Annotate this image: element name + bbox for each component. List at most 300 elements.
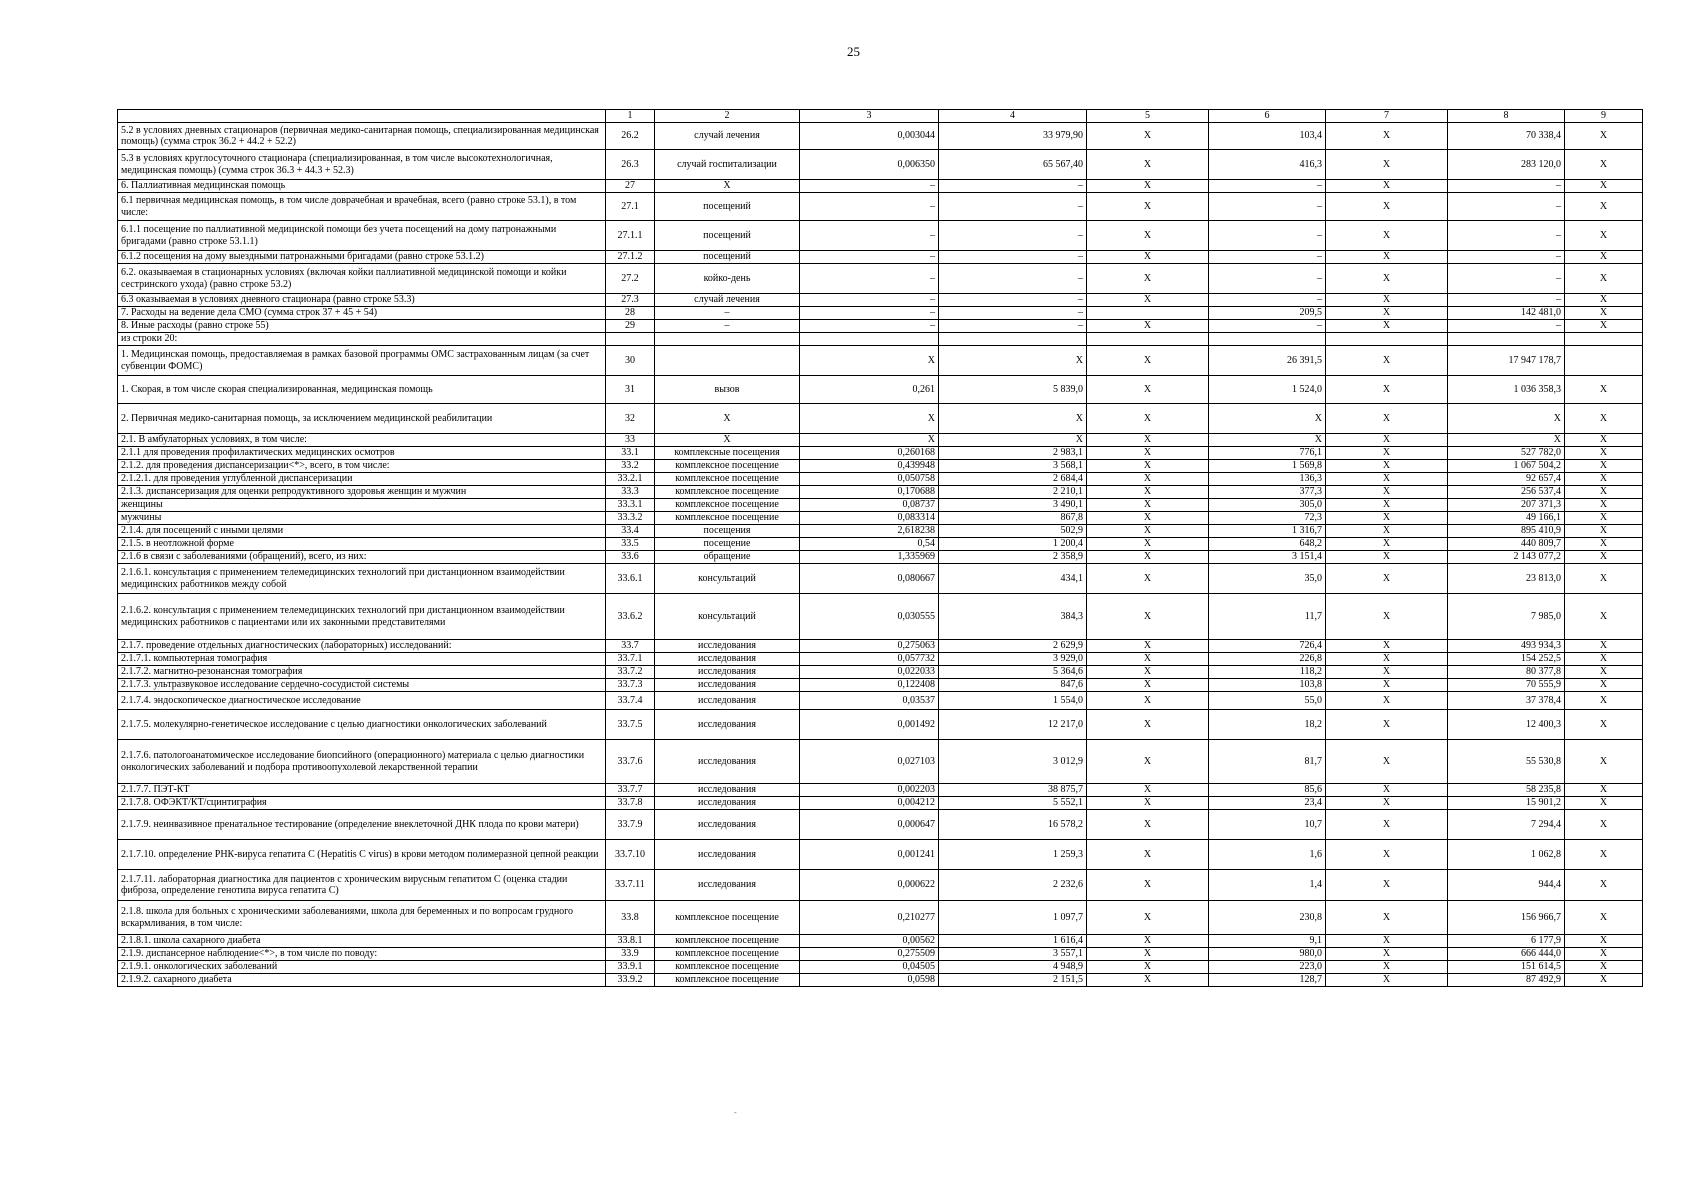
table-row xyxy=(118,797,1643,810)
table-cell: 142 481,0 xyxy=(1448,307,1565,320)
table-cell: 12 400,3 xyxy=(1448,710,1565,740)
table-cell: 0,122408 xyxy=(800,679,939,692)
table-cell: X xyxy=(1565,797,1643,810)
table-cell: X xyxy=(1326,294,1448,307)
table-cell: – xyxy=(800,307,939,320)
table-cell: X xyxy=(1087,460,1209,473)
table-cell: – xyxy=(939,193,1087,221)
table-cell: вызов xyxy=(655,376,800,404)
table-cell: 3 012,9 xyxy=(939,740,1087,784)
table-cell: X xyxy=(1326,180,1448,193)
table-cell: X xyxy=(1326,935,1448,948)
table-cell: X xyxy=(1326,460,1448,473)
table-cell: 0,006350 xyxy=(800,150,939,180)
table-cell: консультаций xyxy=(655,564,800,594)
table-cell: – xyxy=(1209,264,1326,294)
table-cell: 0,04505 xyxy=(800,961,939,974)
table-cell: – xyxy=(939,251,1087,264)
table-row xyxy=(118,251,1643,264)
table-cell: 0,00562 xyxy=(800,935,939,948)
table-cell: 33.7.3 xyxy=(606,679,655,692)
table-cell xyxy=(655,333,800,346)
table-cell: X xyxy=(1565,434,1643,447)
table-cell: X xyxy=(1087,473,1209,486)
table-cell: X xyxy=(1326,870,1448,901)
table-cell: 156 966,7 xyxy=(1448,901,1565,935)
table-row xyxy=(118,447,1643,460)
table-cell: X xyxy=(1326,376,1448,404)
table-cell: X xyxy=(1565,784,1643,797)
table-cell: 33.8.1 xyxy=(606,935,655,948)
table-cell: X xyxy=(1087,961,1209,974)
table-cell: 58 235,8 xyxy=(1448,784,1565,797)
table-cell: 103,4 xyxy=(1209,123,1326,150)
table-cell: X xyxy=(1087,180,1209,193)
table-cell: – xyxy=(1448,264,1565,294)
table-row xyxy=(118,512,1643,525)
table-cell: X xyxy=(1087,499,1209,512)
table-cell: X xyxy=(1565,525,1643,538)
table-cell: 33.5 xyxy=(606,538,655,551)
table-cell: X xyxy=(1565,180,1643,193)
table-cell: 33.4 xyxy=(606,525,655,538)
table-cell: 648,2 xyxy=(1209,538,1326,551)
table-cell: X xyxy=(1565,447,1643,460)
table-cell: 33.3.1 xyxy=(606,499,655,512)
table-row xyxy=(118,679,1643,692)
row-label-cell: 6. Паллиативная медицинская помощь xyxy=(118,180,606,193)
table-cell xyxy=(1087,307,1209,320)
table-cell: X xyxy=(1087,551,1209,564)
table-cell: X xyxy=(1448,404,1565,434)
table-cell: – xyxy=(1448,251,1565,264)
table-cell: 80 377,8 xyxy=(1448,666,1565,679)
table-cell: 118,2 xyxy=(1209,666,1326,679)
table-cell: 35,0 xyxy=(1209,564,1326,594)
table-cell: комплексное посещение xyxy=(655,935,800,948)
table-cell: – xyxy=(655,307,800,320)
table-cell: X xyxy=(1087,740,1209,784)
row-label-cell: из строки 20: xyxy=(118,333,606,346)
table-cell: – xyxy=(1448,221,1565,251)
table-cell: 230,8 xyxy=(1209,901,1326,935)
row-label-cell: 2.1.6.1. консультация с применением телемедицинских технологий при дистанционном взаимодействии медицинских работников между собой xyxy=(118,564,606,594)
table-row xyxy=(118,935,1643,948)
table-cell: – xyxy=(800,193,939,221)
table-cell: X xyxy=(1087,901,1209,935)
table-cell: комплексное посещение xyxy=(655,486,800,499)
table-cell: 16 578,2 xyxy=(939,810,1087,840)
table-cell: 944,4 xyxy=(1448,870,1565,901)
table-cell: X xyxy=(1087,193,1209,221)
table-cell: 2 983,1 xyxy=(939,447,1087,460)
table-cell: X xyxy=(939,346,1087,376)
table-cell: X xyxy=(1326,740,1448,784)
table-cell: 493 934,3 xyxy=(1448,640,1565,653)
table-cell: 226,8 xyxy=(1209,653,1326,666)
header-cell: 8 xyxy=(1448,110,1565,123)
table-cell: X xyxy=(1087,434,1209,447)
row-label-cell: 2.1.6.2. консультация с применением телемедицинских технологий при дистанционном взаимодействии медицинских работников с пациентами или их законными представителями xyxy=(118,594,606,640)
table-cell: X xyxy=(1565,307,1643,320)
table-row xyxy=(118,434,1643,447)
table-cell: X xyxy=(1565,653,1643,666)
row-label-cell: 1. Скорая, в том числе скорая специализированная, медицинская помощь xyxy=(118,376,606,404)
table-cell: 33.3.2 xyxy=(606,512,655,525)
table-cell: X xyxy=(1565,499,1643,512)
table-cell: – xyxy=(1209,251,1326,264)
row-label-cell: 2.1.8.1. школа сахарного диабета xyxy=(118,935,606,948)
table-cell: 0,022033 xyxy=(800,666,939,679)
table-cell: 23 813,0 xyxy=(1448,564,1565,594)
table-cell: 31 xyxy=(606,376,655,404)
table-cell: 26.2 xyxy=(606,123,655,150)
table-cell: комплексные посещения xyxy=(655,447,800,460)
table-cell: – xyxy=(1448,193,1565,221)
table-cell: исследования xyxy=(655,810,800,840)
row-label-cell: 2.1.2. для проведения диспансеризации<*>, всего, в том числе: xyxy=(118,460,606,473)
row-label-cell: 2.1.1 для проведения профилактических медицинских осмотров xyxy=(118,447,606,460)
table-cell: 33.2 xyxy=(606,460,655,473)
table-cell: 33.7.7 xyxy=(606,784,655,797)
row-label-cell: женщины xyxy=(118,499,606,512)
table-cell: консультаций xyxy=(655,594,800,640)
table-row xyxy=(118,346,1643,376)
table-cell: X xyxy=(1565,538,1643,551)
table-cell: посещений xyxy=(655,193,800,221)
row-label-cell: 2.1.7.11. лабораторная диагностика для пациентов с хроническим вирусным гепатитом С (оценка стадии фиброза, определение генотипа вируса гепатита С) xyxy=(118,870,606,901)
table-cell: X xyxy=(1326,974,1448,987)
table-cell: X xyxy=(1326,640,1448,653)
table-cell: 3 568,1 xyxy=(939,460,1087,473)
table-cell: 27.2 xyxy=(606,264,655,294)
table-cell: X xyxy=(1087,447,1209,460)
table-cell: – xyxy=(1209,294,1326,307)
row-label-cell: 2.1.7.5. молекулярно-генетическое исследование с целью диагностики онкологических заболеваний xyxy=(118,710,606,740)
table-cell: X xyxy=(1565,679,1643,692)
table-cell: 85,6 xyxy=(1209,784,1326,797)
table-cell: X xyxy=(1326,692,1448,710)
table-cell: 377,3 xyxy=(1209,486,1326,499)
table-cell: X xyxy=(1087,640,1209,653)
table-row xyxy=(118,193,1643,221)
table-cell: 440 809,7 xyxy=(1448,538,1565,551)
table-cell: 0,000647 xyxy=(800,810,939,840)
table-cell xyxy=(939,333,1087,346)
table-cell: комплексное посещение xyxy=(655,948,800,961)
row-label-cell: 2.1.7.8. ОФЭКТ/КТ/сцинтиграфия xyxy=(118,797,606,810)
table-cell: 26 391,5 xyxy=(1209,346,1326,376)
table-cell: комплексное посещение xyxy=(655,473,800,486)
table-cell: обращение xyxy=(655,551,800,564)
row-label-cell: 2.1.7.4. эндоскопическое диагностическое исследование xyxy=(118,692,606,710)
table-cell: – xyxy=(800,180,939,193)
table-cell: случай лечения xyxy=(655,294,800,307)
table-row xyxy=(118,404,1643,434)
table-cell: 283 120,0 xyxy=(1448,150,1565,180)
table-row xyxy=(118,564,1643,594)
table-cell xyxy=(1326,333,1448,346)
table-cell: X xyxy=(1565,473,1643,486)
table-cell: посещений xyxy=(655,251,800,264)
table-body xyxy=(118,110,1643,987)
table-cell: 0,54 xyxy=(800,538,939,551)
table-cell: X xyxy=(1087,692,1209,710)
table-cell: 37 378,4 xyxy=(1448,692,1565,710)
table-cell: X xyxy=(1087,320,1209,333)
table-cell: 5 364,6 xyxy=(939,666,1087,679)
row-label-cell: 2.1.5. в неотложной форме xyxy=(118,538,606,551)
row-label-cell: 2.1.7.6. патологоанатомическое исследование биопсийного (операционного) материала с целью диагностики онкологических заболеваний и подбора противоопухолевой лекарственной терапии xyxy=(118,740,606,784)
row-label-cell: 6.1.1 посещение по паллиативной медицинской помощи без учета посещений на дому патронажными бригадами (равно строке 53.1.1) xyxy=(118,221,606,251)
table-cell: X xyxy=(1087,840,1209,870)
table-cell: X xyxy=(1565,710,1643,740)
table-cell: 33 xyxy=(606,434,655,447)
table-cell: 0,275063 xyxy=(800,640,939,653)
table-cell: X xyxy=(1326,797,1448,810)
table-cell: – xyxy=(1448,180,1565,193)
table-cell: X xyxy=(1087,935,1209,948)
table-cell: – xyxy=(1209,193,1326,221)
table-cell: 33.2.1 xyxy=(606,473,655,486)
table-cell: X xyxy=(1565,264,1643,294)
table-cell: X xyxy=(1565,551,1643,564)
table-cell: – xyxy=(939,294,1087,307)
row-label-cell: 6.1 первичная медицинская помощь, в том числе доврачебная и врачебная, всего (равно строке 53.1), в том числе: xyxy=(118,193,606,221)
table-cell: 32 xyxy=(606,404,655,434)
table-cell: 17 947 178,7 xyxy=(1448,346,1565,376)
table-cell: 502,9 xyxy=(939,525,1087,538)
table-cell: X xyxy=(939,404,1087,434)
table-cell: X xyxy=(1087,666,1209,679)
table-cell: комплексное посещение xyxy=(655,460,800,473)
table-row xyxy=(118,473,1643,486)
table-row xyxy=(118,294,1643,307)
row-label-cell: 8. Иные расходы (равно строке 55) xyxy=(118,320,606,333)
table-cell: посещение xyxy=(655,538,800,551)
table-cell: 726,4 xyxy=(1209,640,1326,653)
table-cell: X xyxy=(1087,251,1209,264)
table-cell: – xyxy=(939,180,1087,193)
table-cell: 33.6.1 xyxy=(606,564,655,594)
table-row xyxy=(118,123,1643,150)
table-cell: X xyxy=(1565,251,1643,264)
header-cell: 3 xyxy=(800,110,939,123)
table-row xyxy=(118,264,1643,294)
table-cell: комплексное посещение xyxy=(655,901,800,935)
table-cell: 5 552,1 xyxy=(939,797,1087,810)
table-cell: 2 232,6 xyxy=(939,870,1087,901)
table-cell: X xyxy=(1565,460,1643,473)
table-cell: X xyxy=(1565,404,1643,434)
table-cell: X xyxy=(1565,640,1643,653)
table-cell: – xyxy=(1209,180,1326,193)
table-row xyxy=(118,840,1643,870)
table-cell: X xyxy=(1087,294,1209,307)
table-cell: X xyxy=(1326,473,1448,486)
row-label-cell: 2.1.6 в связи с заболеваниями (обращений), всего, из них: xyxy=(118,551,606,564)
table-cell: X xyxy=(1326,404,1448,434)
table-cell: – xyxy=(655,320,800,333)
table-row xyxy=(118,538,1643,551)
table-cell: 1 036 358,3 xyxy=(1448,376,1565,404)
table-cell: 2 358,9 xyxy=(939,551,1087,564)
table-cell: 27.3 xyxy=(606,294,655,307)
table-cell: 776,1 xyxy=(1209,447,1326,460)
header-cell: 1 xyxy=(606,110,655,123)
table-cell: X xyxy=(655,180,800,193)
table-cell: X xyxy=(1565,221,1643,251)
table-cell: 33.9 xyxy=(606,948,655,961)
table-cell: X xyxy=(1326,679,1448,692)
table-cell: X xyxy=(1326,961,1448,974)
table-cell: X xyxy=(1326,538,1448,551)
table-row xyxy=(118,320,1643,333)
table-cell: 2 143 077,2 xyxy=(1448,551,1565,564)
table-cell: 33.7.11 xyxy=(606,870,655,901)
table-cell: 72,3 xyxy=(1209,512,1326,525)
table-cell: 0,08737 xyxy=(800,499,939,512)
table-cell xyxy=(1087,333,1209,346)
table-cell: 1 062,8 xyxy=(1448,840,1565,870)
table-row xyxy=(118,961,1643,974)
table-cell: X xyxy=(1565,150,1643,180)
table-cell: X xyxy=(1087,564,1209,594)
row-label-cell: 2.1.7.7. ПЭТ-КТ xyxy=(118,784,606,797)
table-cell: комплексное посещение xyxy=(655,499,800,512)
table-cell: 1 316,7 xyxy=(1209,525,1326,538)
row-label-cell: 5.3 в условиях круглосуточного стационара (специализированная, в том числе высокотехнологичная, медицинская помощь) (сумма строк 36.3 + 44.3 + 52.3) xyxy=(118,150,606,180)
table-cell: X xyxy=(1087,784,1209,797)
table-row xyxy=(118,784,1643,797)
table-cell: 0,083314 xyxy=(800,512,939,525)
scan-speck: - xyxy=(734,1108,737,1117)
table-cell: 27.1.2 xyxy=(606,251,655,264)
table-cell: случай госпитализации xyxy=(655,150,800,180)
table-cell: – xyxy=(939,320,1087,333)
row-label-cell: 2.1.4. для посещений с иными целями xyxy=(118,525,606,538)
table-cell: 70 555,9 xyxy=(1448,679,1565,692)
table-cell: X xyxy=(1087,404,1209,434)
table-cell: X xyxy=(1326,123,1448,150)
table-cell: исследования xyxy=(655,679,800,692)
table-cell: X xyxy=(1087,346,1209,376)
table-cell: X xyxy=(1087,525,1209,538)
table-cell: 4 948,9 xyxy=(939,961,1087,974)
table-cell: исследования xyxy=(655,784,800,797)
row-label-cell: 2.1.9. диспансерное наблюдение<*>, в том числе по поводу: xyxy=(118,948,606,961)
table-cell: 33.7.10 xyxy=(606,840,655,870)
table-cell: X xyxy=(1326,948,1448,961)
table-cell: 103,8 xyxy=(1209,679,1326,692)
table-cell: случай лечения xyxy=(655,123,800,150)
table-cell: X xyxy=(1565,564,1643,594)
table-cell: X xyxy=(1565,974,1643,987)
table-cell: X xyxy=(1326,901,1448,935)
header-cell: 2 xyxy=(655,110,800,123)
financing-table xyxy=(117,109,1643,987)
table-cell: 1 200,4 xyxy=(939,538,1087,551)
table-cell: X xyxy=(1326,447,1448,460)
table-cell: 33.9.2 xyxy=(606,974,655,987)
table-cell: исследования xyxy=(655,740,800,784)
table-cell: X xyxy=(1326,346,1448,376)
table-cell: 847,6 xyxy=(939,679,1087,692)
table-cell: 0,03537 xyxy=(800,692,939,710)
table-cell: 980,0 xyxy=(1209,948,1326,961)
table-cell: 223,0 xyxy=(1209,961,1326,974)
table-cell: X xyxy=(800,434,939,447)
table-cell: – xyxy=(1448,320,1565,333)
header-cell: 7 xyxy=(1326,110,1448,123)
table-cell: – xyxy=(939,264,1087,294)
table-cell: X xyxy=(1087,486,1209,499)
table-cell: 527 782,0 xyxy=(1448,447,1565,460)
table-cell: 0,210277 xyxy=(800,901,939,935)
table-cell: комплексное посещение xyxy=(655,512,800,525)
table-cell: X xyxy=(1565,840,1643,870)
table-cell: X xyxy=(800,404,939,434)
table-cell: X xyxy=(1087,679,1209,692)
table-cell: исследования xyxy=(655,692,800,710)
table-cell: X xyxy=(1565,935,1643,948)
table-cell: 55 530,8 xyxy=(1448,740,1565,784)
table-cell: 30 xyxy=(606,346,655,376)
table-row xyxy=(118,376,1643,404)
table-cell: X xyxy=(1209,404,1326,434)
table-cell: – xyxy=(1448,294,1565,307)
table-cell: 33.7.1 xyxy=(606,653,655,666)
table-cell: посещений xyxy=(655,221,800,251)
row-label-cell: 2.1.9.1. онкологических заболеваний xyxy=(118,961,606,974)
table-cell: 0,050758 xyxy=(800,473,939,486)
header-cell: 5 xyxy=(1087,110,1209,123)
table-cell: 33.3 xyxy=(606,486,655,499)
row-label-cell: 5.2 в условиях дневных стационаров (первичная медико-санитарная помощь, специализированная медицинская помощь) (сумма строк 36.2 + 44.2 + 52.2) xyxy=(118,123,606,150)
table-cell: 3 151,4 xyxy=(1209,551,1326,564)
table-cell: X xyxy=(1326,666,1448,679)
table-cell: 29 xyxy=(606,320,655,333)
table-cell: 0,000622 xyxy=(800,870,939,901)
table-cell: X xyxy=(1326,434,1448,447)
table-cell xyxy=(655,346,800,376)
row-label-cell: 6.1.2 посещения на дому выездными патронажными бригадами (равно строке 53.1.2) xyxy=(118,251,606,264)
table-cell: исследования xyxy=(655,840,800,870)
table-cell: 2 151,5 xyxy=(939,974,1087,987)
table-cell: X xyxy=(1326,251,1448,264)
table-cell: 209,5 xyxy=(1209,307,1326,320)
table-row xyxy=(118,640,1643,653)
table-cell: – xyxy=(1209,320,1326,333)
table-cell: X xyxy=(1326,320,1448,333)
table-cell: 33.9.1 xyxy=(606,961,655,974)
table-cell: 256 537,4 xyxy=(1448,486,1565,499)
table-row xyxy=(118,692,1643,710)
table-cell: 1 524,0 xyxy=(1209,376,1326,404)
table-cell: X xyxy=(1565,870,1643,901)
table-row xyxy=(118,870,1643,901)
table-cell: 0,260168 xyxy=(800,447,939,460)
table-row xyxy=(118,948,1643,961)
table-cell: 33.6 xyxy=(606,551,655,564)
table-cell: посещения xyxy=(655,525,800,538)
table-cell: 0,003044 xyxy=(800,123,939,150)
row-label-cell: 2.1.7.2. магнитно-резонансная томография xyxy=(118,666,606,679)
table-cell xyxy=(1209,333,1326,346)
table-cell: 895 410,9 xyxy=(1448,525,1565,538)
table-cell: исследования xyxy=(655,653,800,666)
table-cell: 1 616,4 xyxy=(939,935,1087,948)
